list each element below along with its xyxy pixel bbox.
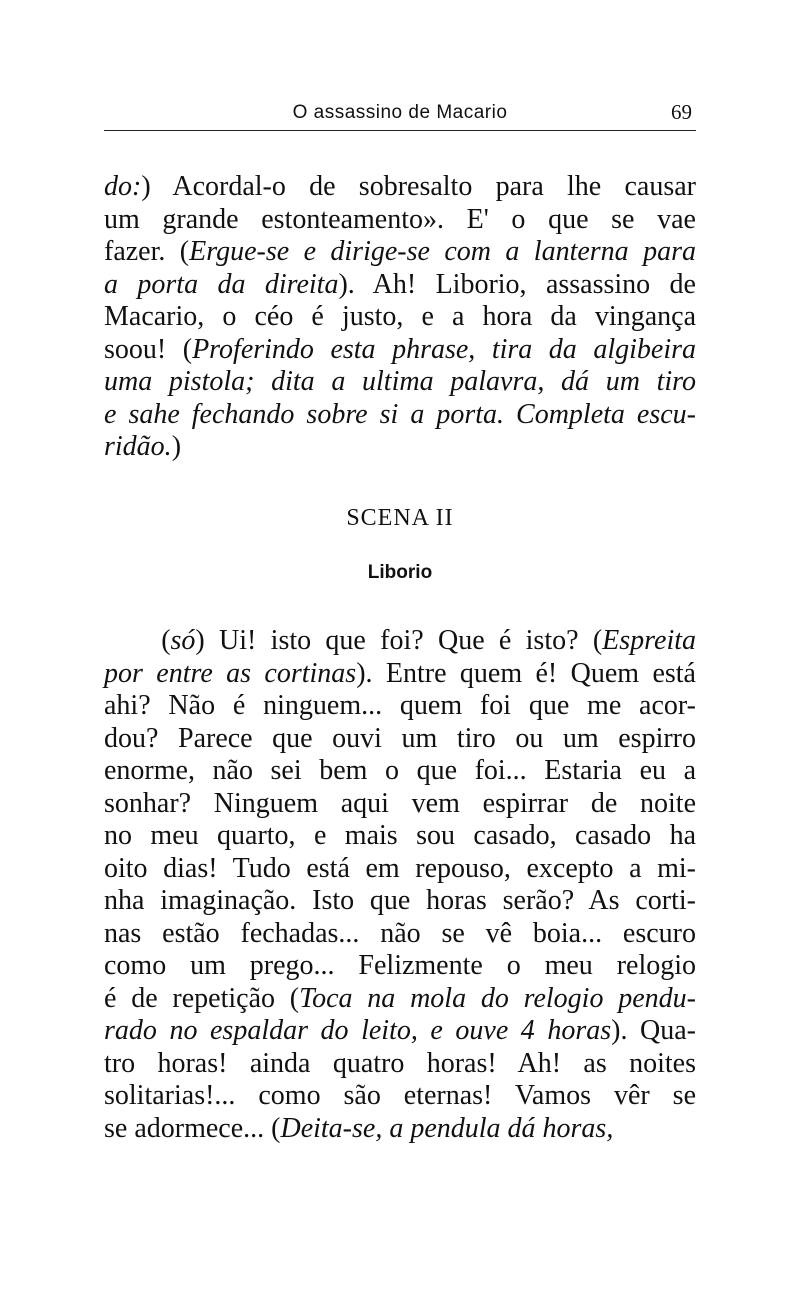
running-head <box>104 98 696 128</box>
text-run: como um prego... Felizmente o meu relogio <box>104 950 696 981</box>
text-line <box>104 399 696 432</box>
text-run: tro horas! ainda quatro horas! Ah! as noites <box>104 1047 696 1079</box>
text-run: enorme, não sei bem o que foi... Estaria eu a <box>104 755 696 786</box>
text-line <box>104 204 696 237</box>
italic-run: por entre as cortinas <box>104 657 357 689</box>
text-run: ). Qua- <box>611 1015 697 1046</box>
italic-run: ridão. <box>104 431 172 462</box>
text-line <box>104 853 696 886</box>
text-line <box>104 301 696 334</box>
text-line <box>104 658 696 691</box>
text-line <box>104 1113 696 1146</box>
text-run: ( <box>104 625 171 656</box>
text-run: ahi? Não é ninguem... quem foi que me acor- <box>104 690 696 721</box>
text-run: nha imaginação. Isto que horas serão? As corti- <box>104 885 696 916</box>
text-run: fazer. ( <box>104 236 190 267</box>
text-line <box>104 690 696 723</box>
text-run: ). Ah! Liborio, assassino de <box>338 268 696 300</box>
text-line <box>104 885 696 918</box>
character-name: Liborio <box>367 562 433 583</box>
text-line <box>104 723 696 756</box>
italic-run: Proferindo esta phrase, tira da algibeira <box>192 333 696 365</box>
running-title: O assassino de Macario <box>292 102 508 123</box>
text-run: se adormece... ( <box>104 1112 281 1144</box>
text-line <box>104 918 696 951</box>
italic-run: do: <box>104 171 142 202</box>
text-line <box>104 236 696 269</box>
text-run: Macario, o céo é justo, e a hora da vingança <box>104 301 696 332</box>
text-run: ). Entre quem é! Quem está <box>356 657 696 689</box>
header-rule <box>104 130 696 131</box>
text-line <box>104 755 696 788</box>
text-line <box>104 269 696 302</box>
text-run: nas estão fechadas... não se vê boia... escuro <box>104 917 696 949</box>
text-run: oito dias! Tudo está em repouso, excepto a mi- <box>104 852 696 884</box>
page-number: 69 <box>671 100 692 124</box>
italic-run: Deita-se, a pendula dá horas, <box>280 1112 614 1144</box>
text-run: sonhar? Ninguem aqui vem espirrar de noite <box>104 787 696 819</box>
italic-run: rado no espaldar do leito, e ouve 4 horas <box>104 1015 612 1046</box>
monologue-paragraph <box>104 625 696 1145</box>
text-line <box>104 950 696 983</box>
text-line <box>104 788 696 821</box>
text-run: solitarias!... como são eternas! Vamos vêr se <box>104 1080 696 1111</box>
text-line <box>104 1015 696 1048</box>
italic-run: Toca na mola do relogio pendu- <box>299 982 696 1014</box>
text-line <box>104 1048 696 1081</box>
text-line <box>104 625 696 658</box>
text-run: ) Ui! isto que foi? Que é isto? ( <box>195 625 603 656</box>
scene-heading: SCENA II <box>346 505 454 531</box>
text-run: ) <box>171 431 182 462</box>
text-run: um grande estonteamento». E' o que se vae <box>104 203 696 235</box>
text-run: é de repetição ( <box>104 982 300 1014</box>
italic-run: a porta da direita <box>104 268 339 300</box>
italic-run: uma pistola; dita a ultima palavra, dá um tiro <box>104 366 696 397</box>
italic-run: Espreita <box>602 625 696 656</box>
text-run: dou? Parece que ouvi um tiro ou um espirro <box>104 722 696 754</box>
italic-run: Ergue-se e dirige-se com a lanterna para <box>189 236 696 267</box>
text-run: no meu quarto, e mais sou casado, casado ha <box>104 820 696 851</box>
text-line <box>104 171 696 204</box>
italic-run: só <box>170 625 196 656</box>
text-run: ) Acordal-o de sobresalto para lhe causar <box>141 171 696 202</box>
text-run: soou! ( <box>104 333 193 365</box>
italic-run: e sahe fechando sobre si a porta. Completa escu- <box>104 398 696 430</box>
stage-direction-paragraph <box>104 171 696 464</box>
text-line <box>104 334 696 367</box>
text-line <box>104 1080 696 1113</box>
text-line <box>104 431 696 464</box>
text-line <box>104 366 696 399</box>
text-line <box>104 820 696 853</box>
text-line <box>104 983 696 1016</box>
